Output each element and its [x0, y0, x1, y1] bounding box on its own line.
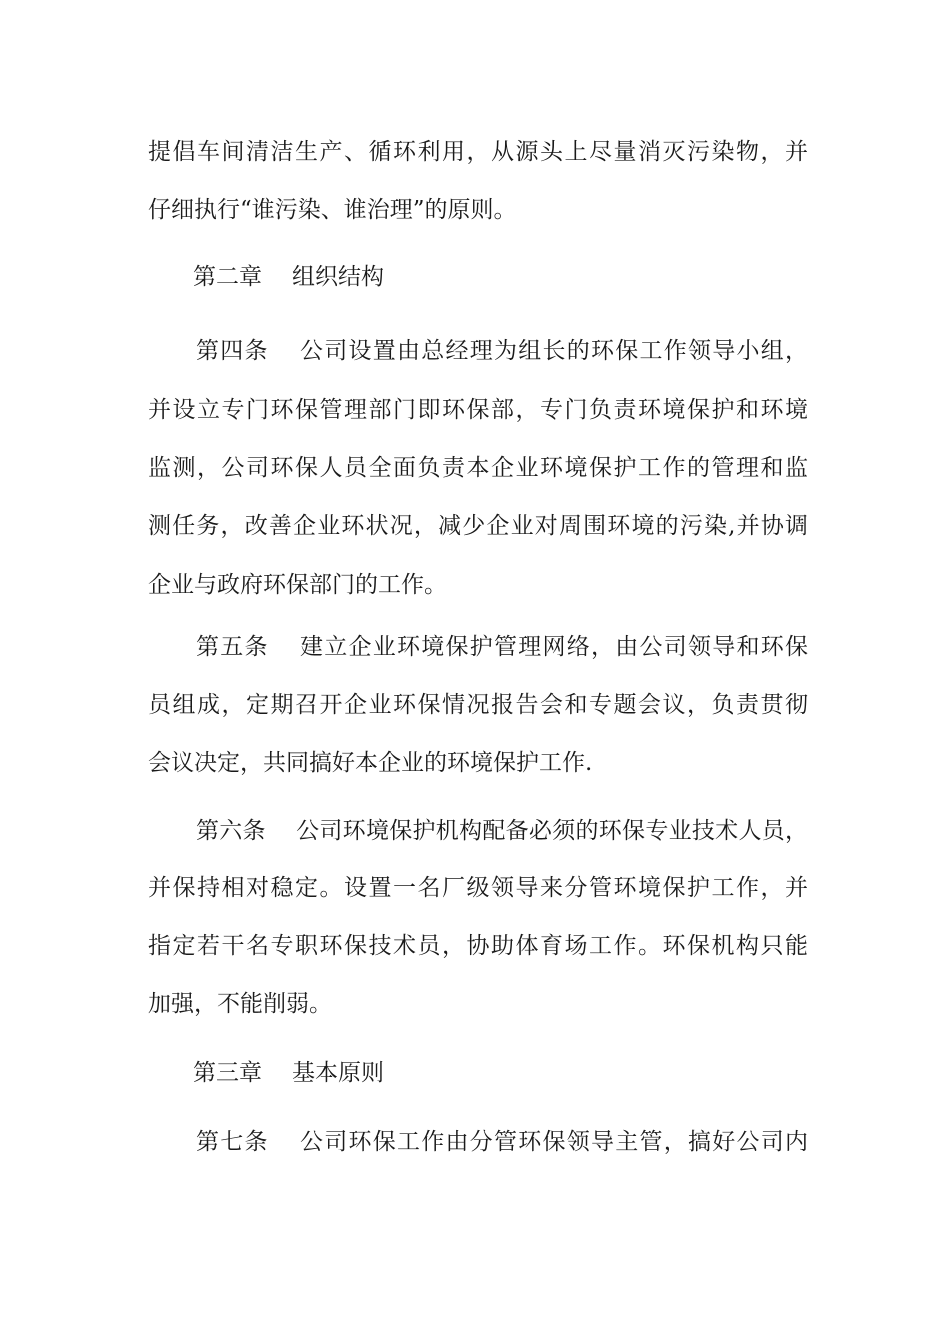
article-label: 第七条	[196, 1129, 269, 1155]
chapter-title: 组织结构	[292, 264, 384, 290]
text-line: 提倡车间清洁生产、循环利用，从源头上尽量消灭污染物，并	[148, 139, 808, 165]
article-text: 建立企业环境保护管理网络，由公司领导和环保	[298, 634, 808, 660]
article-text: 公司环保工作由分管环保领导主管，搞好公司内	[298, 1129, 808, 1155]
chapter-label: 第三章	[193, 1060, 262, 1086]
article-label: 第四条	[196, 338, 269, 364]
article-first-line	[196, 816, 808, 846]
chapter-label: 第二章	[193, 264, 262, 290]
text-line: 员组成，定期召开企业环保情况报告会和专题会议，负责贯彻	[148, 692, 808, 718]
text-line: 指定若干名专职环保技术员，协助体育场工作。环保机构只能	[148, 933, 808, 959]
text-line: 仔细执行“谁污染、谁治理”的原则。	[148, 197, 517, 223]
article-first-line	[196, 632, 808, 662]
article-text: 公司环境保护机构配备必须的环保专业技术人员，	[295, 818, 809, 844]
article-text: 公司设置由总经理为组长的环保工作领导小组，	[298, 338, 808, 364]
article-first-line	[196, 336, 808, 366]
text-line: 企业与政府环保部门的工作。	[148, 572, 447, 598]
article-label: 第六条	[196, 818, 266, 844]
text-line: 会议决定，共同搞好本企业的环境保护工作.	[148, 750, 593, 776]
text-line: 并保持相对稳定。设置一名厂级领导来分管环境保护工作，并	[148, 875, 808, 901]
text-line: 加强，不能削弱。	[148, 991, 332, 1017]
chapter-heading	[193, 1058, 853, 1088]
text-line: 测任务，改善企业环状况，减少企业对周围环境的污染,并协调	[148, 513, 808, 539]
chapter-heading	[193, 262, 853, 292]
chapter-title: 基本原则	[292, 1060, 384, 1086]
text-line: 并设立专门环保管理部门即环保部，专门负责环境保护和环境	[148, 397, 808, 423]
article-label: 第五条	[196, 634, 269, 660]
article-first-line	[196, 1127, 808, 1157]
text-line: 监测，公司环保人员全面负责本企业环境保护工作的管理和监	[148, 455, 808, 481]
